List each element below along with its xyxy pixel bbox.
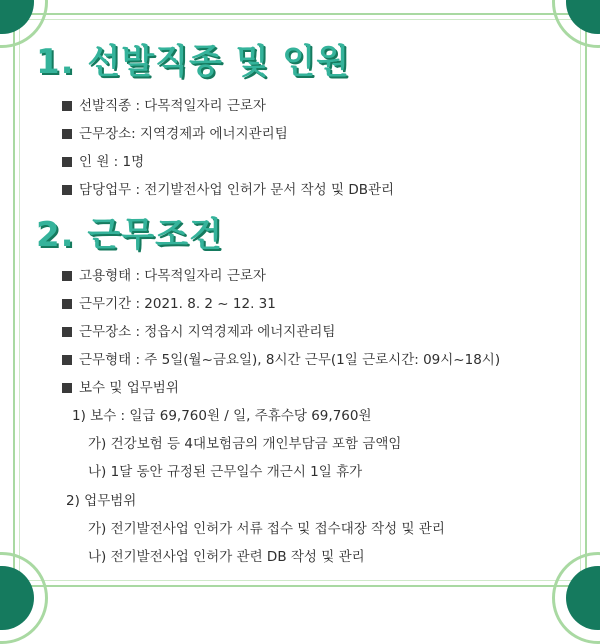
section1-item (62, 178, 394, 198)
item-text: 근무기간 : 2021. 8. 2 ~ 12. 31 (79, 296, 276, 312)
section1-heading: 1. 선발직종 및 인원 (36, 42, 350, 82)
corner-decoration-top-left (0, 0, 34, 34)
pay-line: 1) 보수 : 일급 69,760원 / 일, 주휴수당 69,760원 (72, 408, 372, 424)
section2-item (62, 348, 500, 368)
section1-item (62, 122, 288, 142)
corner-decoration-top-right (566, 0, 600, 34)
pay-note-a: 가) 건강보험 등 4대보험금의 개인부담금 포함 금액임 (88, 436, 402, 452)
corner-decoration-bottom-right (566, 566, 600, 630)
scope-note-a: 가) 전기발전사업 인허가 서류 접수 및 접수대장 작성 및 관리 (88, 521, 445, 537)
corner-decoration-bottom-left (0, 566, 34, 630)
bullet-square-icon (62, 185, 72, 195)
bullet-square-icon (62, 327, 72, 337)
bullet-square-icon (62, 355, 72, 365)
section2-item (62, 376, 179, 396)
pay-note-b: 나) 1달 동안 규정된 근무일수 개근시 1일 휴가 (88, 464, 363, 480)
scope-note-b: 나) 전기발전사업 인허가 관련 DB 작성 및 관리 (88, 549, 365, 565)
bullet-square-icon (62, 383, 72, 393)
item-text: 담당업무 : 전기발전사업 인허가 문서 작성 및 DB관리 (79, 182, 395, 198)
item-text: 근무장소: 지역경제과 에너지관리팀 (79, 126, 288, 142)
scope-line: 2) 업무범위 (66, 493, 137, 509)
section2-item (62, 292, 276, 312)
section2-item (62, 264, 266, 284)
item-text: 보수 및 업무범위 (79, 380, 179, 396)
item-text: 인 원 : 1명 (79, 154, 145, 170)
bullet-square-icon (62, 299, 72, 309)
bullet-square-icon (62, 129, 72, 139)
bullet-square-icon (62, 271, 72, 281)
item-text: 근무형태 : 주 5일(월~금요일), 8시간 근무(1일 근로시간: 09시~18시) (79, 352, 501, 368)
section2-heading: 2. 근무조건 (36, 215, 223, 255)
item-text: 선발직종 : 다목적일자리 근로자 (79, 98, 266, 114)
section1-item (62, 94, 266, 114)
bullet-square-icon (62, 157, 72, 167)
section1-item (62, 150, 144, 170)
section2-item (62, 320, 335, 340)
item-text: 고용형태 : 다목적일자리 근로자 (79, 268, 266, 284)
bullet-square-icon (62, 101, 72, 111)
item-text: 근무장소 : 정읍시 지역경제과 에너지관리팀 (79, 324, 336, 340)
